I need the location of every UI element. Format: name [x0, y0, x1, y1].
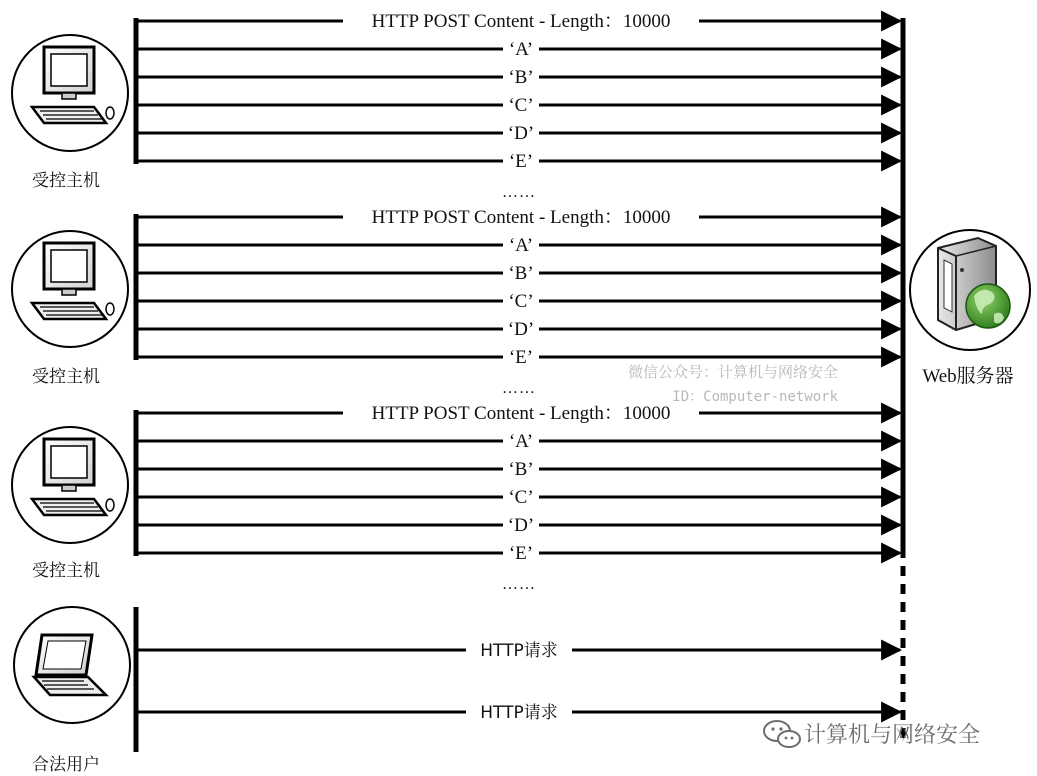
- payload-byte-label: ‘E’: [508, 543, 534, 564]
- ellipsis-label: ……: [502, 184, 536, 201]
- desktop-computer-icon: [12, 35, 128, 151]
- http-request-label-2: HTTP请求: [480, 703, 558, 723]
- watermark-middle: [628, 363, 839, 405]
- payload-byte-label: ‘B’: [508, 67, 534, 88]
- desktop-computer-icon: [12, 231, 128, 347]
- post-header-label: HTTP POST Content - Length：10000: [371, 403, 671, 424]
- payload-byte-label: ‘C’: [508, 95, 534, 116]
- legit-user-group: [14, 607, 900, 775]
- ellipsis-label: ……: [502, 380, 536, 397]
- ellipsis-label: ……: [502, 576, 536, 593]
- server-globe-icon: [910, 230, 1030, 350]
- controlled-host-label: 受控主机: [32, 367, 100, 387]
- watermark-footer: [764, 721, 980, 748]
- payload-byte-label: ‘B’: [508, 263, 534, 284]
- server-node: [910, 230, 1030, 387]
- legit-user-label: 合法用户: [32, 755, 100, 775]
- controlled-host-label: 受控主机: [32, 171, 100, 191]
- payload-byte-label: ‘C’: [508, 291, 534, 312]
- controlled-host-group: [12, 400, 900, 593]
- server-label: Web服务器: [922, 366, 1014, 387]
- payload-byte-label: ‘A’: [508, 39, 534, 60]
- watermark-line-1: 微信公众号：计算机与网络安全: [627, 363, 838, 381]
- payload-byte-label: ‘A’: [508, 431, 534, 452]
- payload-byte-label: ‘D’: [507, 515, 535, 536]
- watermark-line-2: ID：Computer-network: [672, 389, 838, 405]
- controlled-host-group: [12, 8, 900, 201]
- payload-byte-label: ‘B’: [508, 459, 534, 480]
- http-request-label-1: HTTP请求: [480, 641, 558, 661]
- payload-byte-label: ‘D’: [507, 123, 535, 144]
- post-header-label: HTTP POST Content - Length：10000: [371, 207, 671, 228]
- payload-byte-label: ‘A’: [508, 235, 534, 256]
- payload-byte-label: ‘E’: [508, 347, 534, 368]
- desktop-computer-icon: [12, 427, 128, 543]
- laptop-icon: [14, 607, 130, 723]
- wechat-icon: [764, 721, 800, 747]
- payload-byte-label: ‘D’: [507, 319, 535, 340]
- post-header-label: HTTP POST Content - Length：10000: [371, 11, 671, 32]
- payload-byte-label: ‘C’: [508, 487, 534, 508]
- payload-byte-label: ‘E’: [508, 151, 534, 172]
- controlled-host-label: 受控主机: [32, 561, 100, 581]
- watermark-footer-text: 计算机与网络安全: [804, 723, 981, 748]
